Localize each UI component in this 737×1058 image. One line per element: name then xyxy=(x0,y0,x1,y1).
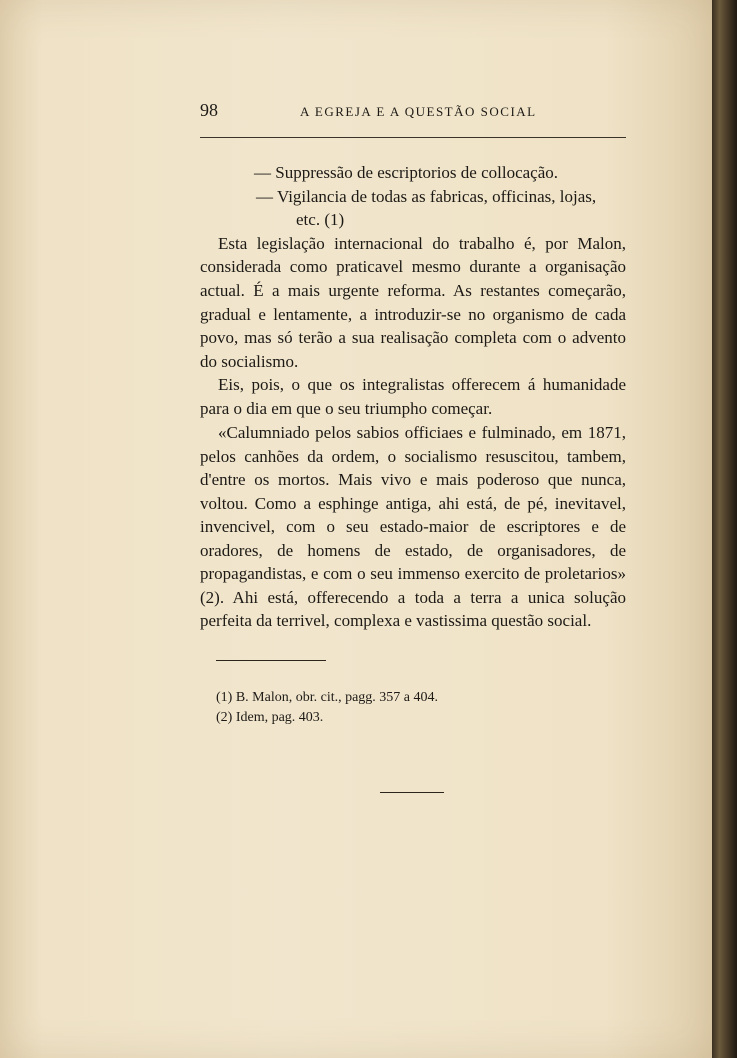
footnote-2: (2) Idem, pag. 403. xyxy=(216,710,324,725)
body-text xyxy=(200,161,626,421)
page-header xyxy=(200,100,626,126)
list-item-vigilancia-line1: — Vigilancia de todas as fabricas, officinas, lojas, xyxy=(256,186,597,206)
quote-paragraph: «Calumniado pelos sabios officiaes e fulminado, em 1871, pelos canhões da ordem, o socialismo resuscitou, tambem, d'entre os mortos. Mais vivo e mais poderoso que nunca, voltou. Como a esphinge antiga, ahi está, de pé, inevitavel, invencivel, com o seu estado-maior de escriptores e de oradores, de homens de estado, de organisadores, de propagandistas, e com o seu immenso exercito de proletarios» (2). Ahi está, offerecendo a toda a terra a unica solução perfeita da terrivel, complexa e vastissima questão social. xyxy=(200,423,626,630)
paragraph-legislacao: Esta legislação internacional do trabalho é, por Malon, considerada como praticavel mesmo durante a organisação actual. É a mais urgente reforma. As restantes começarão, gradual e lentamente, a introduzir-se no organismo de cada povo, mas só terão a sua realisação completa com o advento do socialismo. xyxy=(200,233,626,371)
page-number: 98 xyxy=(200,100,218,120)
footnote-1: (1) B. Malon, obr. cit., pagg. 357 a 404. xyxy=(216,690,439,705)
list-item-suppressao: — Suppressão de escriptorios de collocação. xyxy=(254,163,559,182)
header-rule xyxy=(200,137,626,138)
quote-block xyxy=(200,421,626,633)
book-edge xyxy=(712,0,737,1058)
end-rule xyxy=(380,792,444,793)
list-item-vigilancia xyxy=(200,185,626,232)
footnote-rule xyxy=(216,660,326,661)
footnotes xyxy=(216,688,616,728)
running-title: A EGREJA E A QUESTÃO SOCIAL xyxy=(300,104,537,119)
paragraph-integralistas: Eis, pois, o que os integralistas offerecem á humanidade para o dia em que o seu triumpho começar. xyxy=(200,375,626,418)
list-item-vigilancia-line2: etc. (1) xyxy=(296,210,345,230)
